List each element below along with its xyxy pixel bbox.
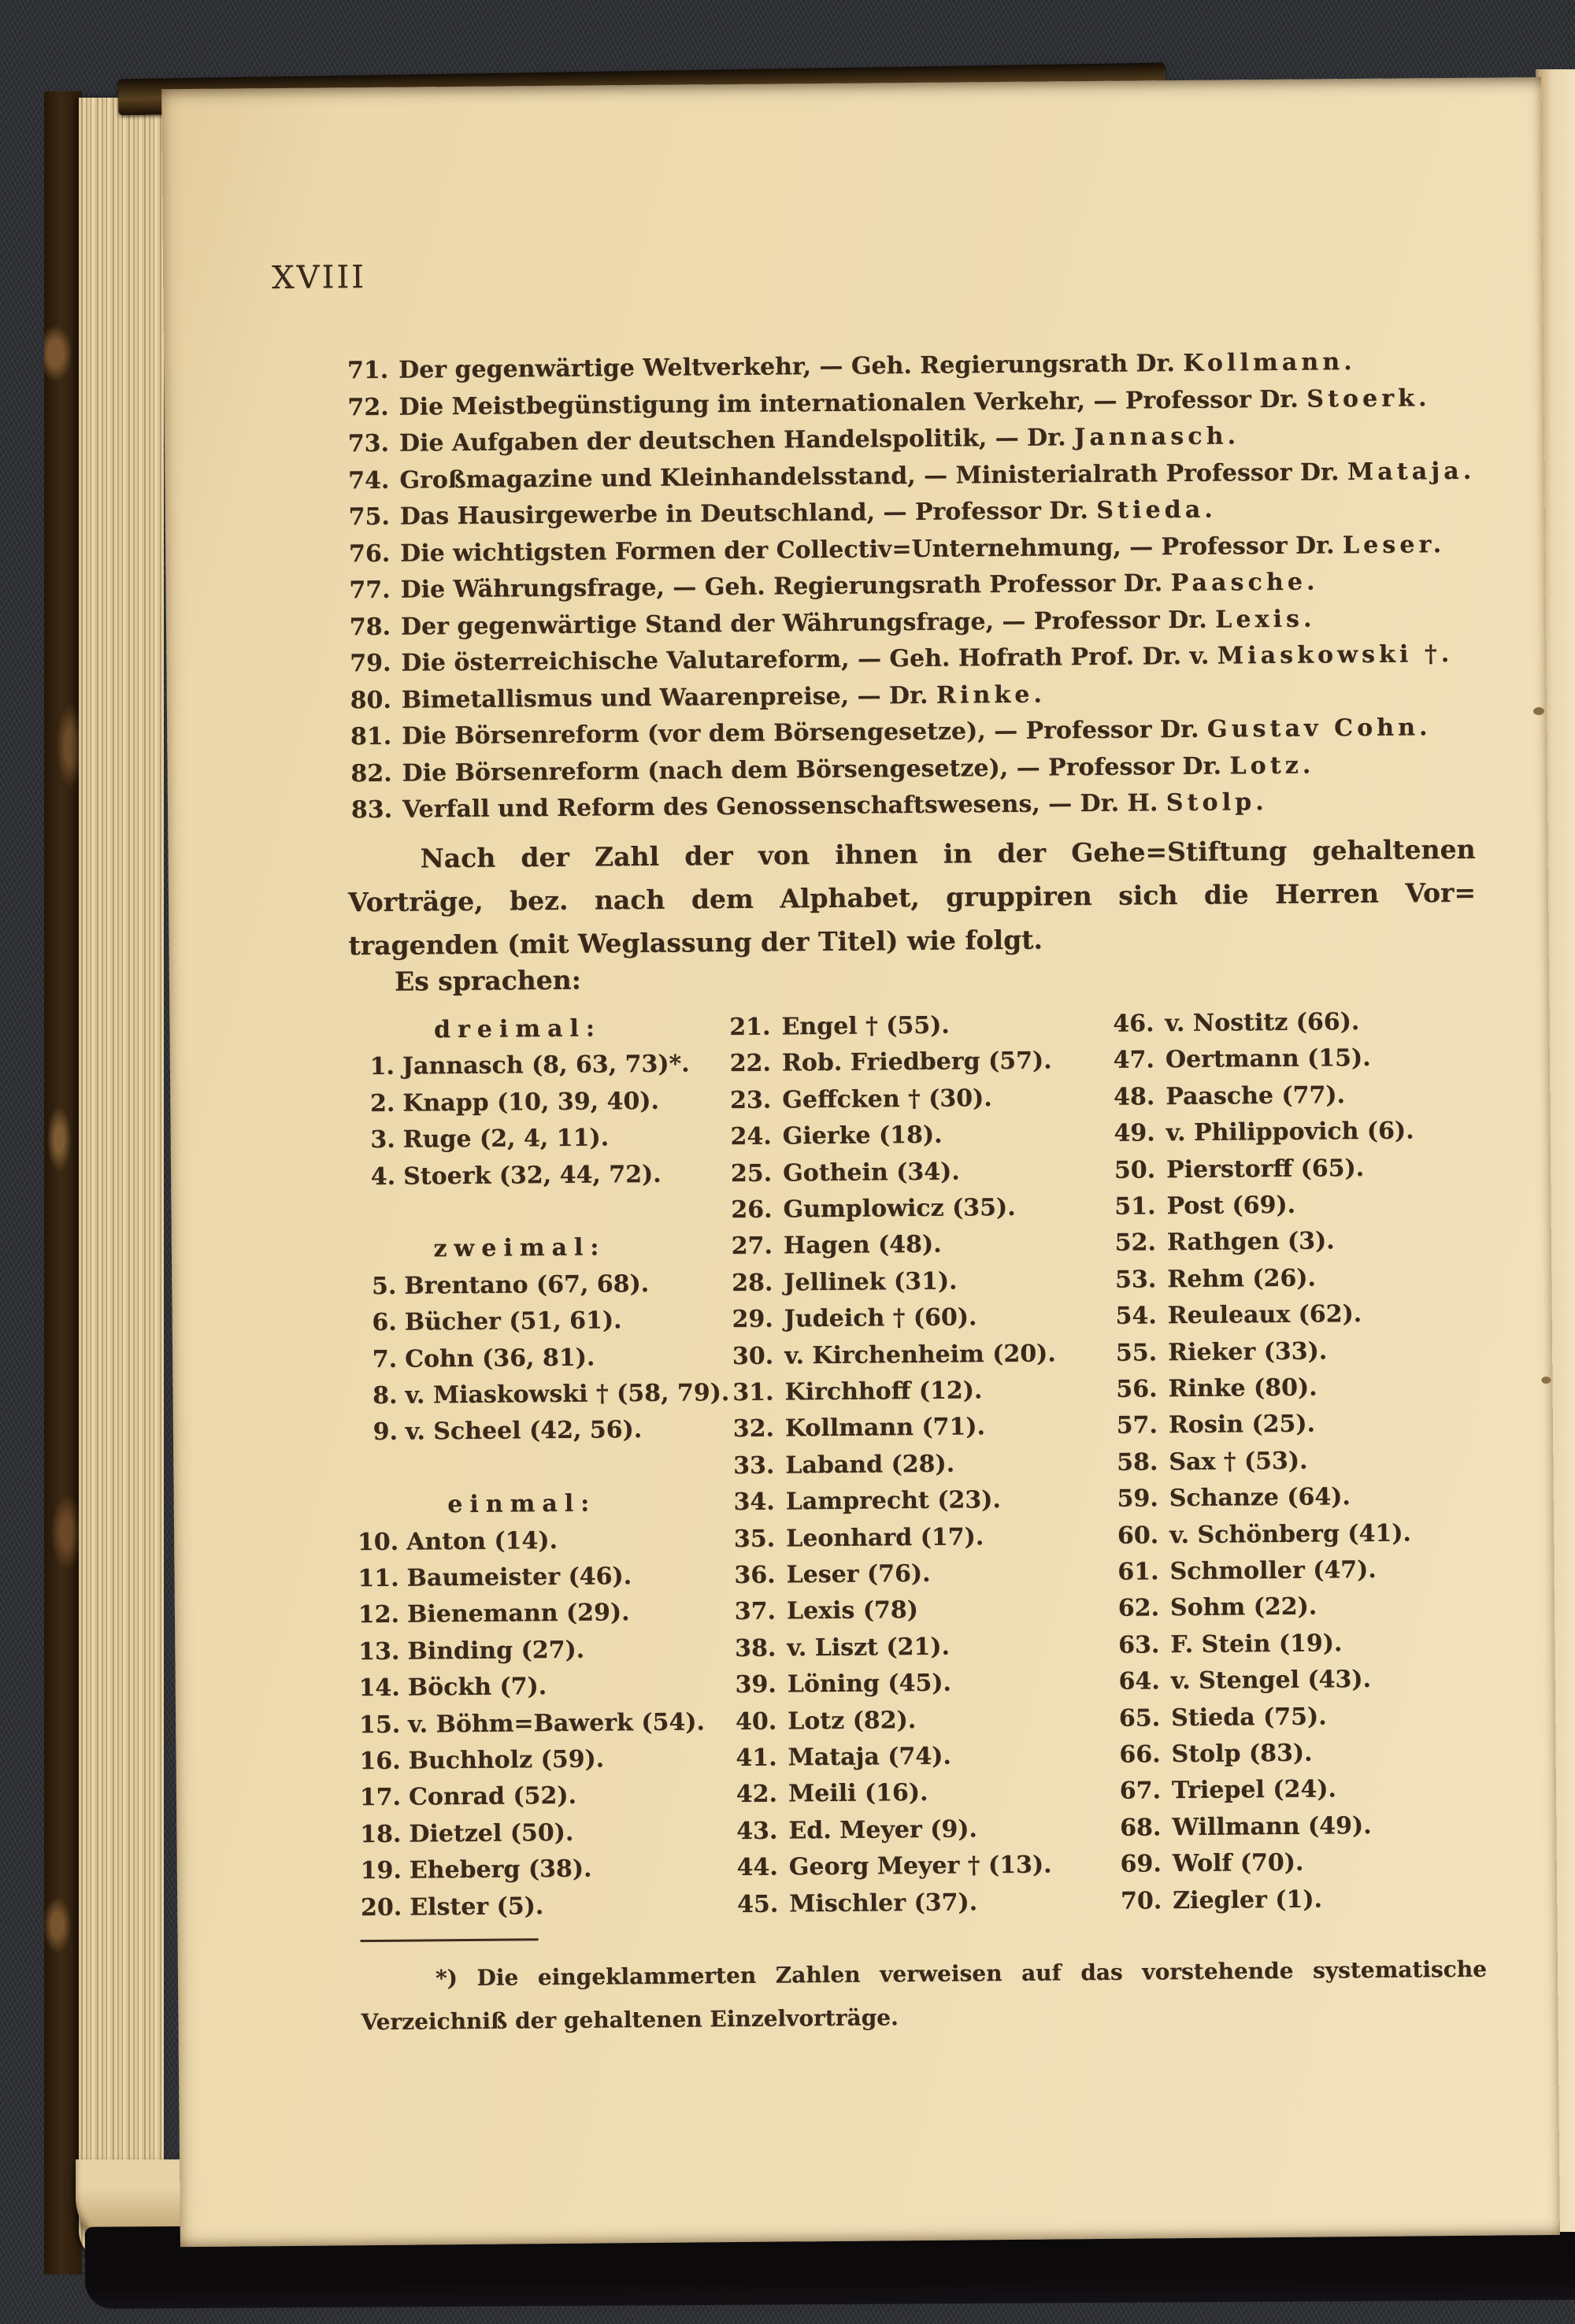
speaker-entry-name: Georg Meyer † (13). [788,1851,1052,1881]
speaker-entry-number: 22. [729,1049,772,1078]
speaker-entry-name: Ruge (2, 4, 11). [402,1124,610,1154]
lecture-number: 81. [350,722,392,751]
speaker-entry-number: 38. [735,1634,776,1662]
speaker-entry-name: v. Schönberg (41). [1169,1519,1412,1549]
speaker-group-header: zweimal: [433,1233,606,1263]
speaker-entry-number: 17. [359,1784,402,1812]
lecture-speaker-title: Professor Dr. [1161,531,1343,561]
speaker-entry-number: 59. [1117,1484,1158,1513]
speaker-entry-number: 30. [732,1342,774,1370]
lecture-speaker-title: Geh. Hofrath Prof. Dr. v. [889,642,1217,673]
footnote-rule [361,1938,539,1942]
lecture-number: 73. [347,429,390,458]
speaker-entry [728,1775,928,1813]
lecture-topic: Die wichtigsten Formen der Collectiv=Unternehmung, — [400,532,1162,568]
speaker-entry-name: Lotz (82). [788,1706,917,1736]
lecture-speaker-title: Geh. Regierungsrath Dr. [850,349,1184,380]
speaker-entry [1106,1224,1335,1262]
speaker-entry-number: 68. [1120,1814,1162,1842]
speaker-entry-name: Kollmann (71). [784,1413,986,1443]
speaker-entry-number: 7. [372,1345,398,1373]
speaker-entry [1111,1808,1372,1847]
lecture-speaker-name: Rinke. [936,680,1047,710]
speaker-entry-name: Kirchhoff (12). [784,1377,983,1407]
speaker-entry [724,1373,982,1411]
lecture-speaker-name: Paasche. [1170,568,1319,598]
speaker-entry-name: v. Philippovich (6). [1166,1117,1414,1147]
speaker-entry-name: Elster (5). [410,1892,544,1922]
speaker-entry-number: 37. [734,1597,776,1626]
speaker-entry-number: 62. [1117,1594,1160,1623]
speaker-entry-number: 41. [736,1744,777,1773]
speaker-entry-name: Jannasch (8, 63, 73)*. [402,1050,690,1081]
lecture-speaker-name: Jannasch. [1073,422,1240,452]
speaker-entry-number: 55. [1115,1338,1158,1367]
speaker-entry-name: Willmann (49). [1172,1811,1372,1841]
speaker-entry-number: 9. [372,1418,398,1447]
lecture-speaker-title: Professor Dr. [1047,751,1230,781]
speaker-entry [722,1190,1015,1229]
speaker-entry [343,1741,604,1780]
speaker-entry [727,1739,951,1777]
lecture-speaker-title: Dr. H. [1080,789,1166,818]
speaker-entry [728,1848,1052,1887]
speaker-entry-number: 14. [358,1674,400,1703]
lecture-speaker-title: Dr. [1026,424,1075,452]
speaker-entry [340,1412,643,1451]
speaker-entry-name: Stolp (83). [1171,1739,1313,1769]
lecture-number: 77. [349,576,391,605]
speaker-entry-number: 32. [732,1414,775,1444]
speaker-entry-name: Ziegler (1). [1173,1885,1323,1914]
speaker-entry-name: v. Nostitz (66). [1165,1008,1360,1038]
speaker-entry-name: Mataja (74). [788,1742,951,1772]
speaker-entry-number: 29. [732,1305,773,1334]
speaker-entry-name: Stieda (75). [1171,1703,1327,1732]
speaker-entry [342,1632,584,1670]
speaker-entry [722,1118,943,1155]
lecture-number: 79. [350,649,391,678]
speaker-entry-number: 18. [360,1820,402,1848]
speaker-entry-number: 2. [369,1089,395,1118]
speaker-entry [343,1669,547,1707]
speaker-entry [726,1592,918,1630]
lecture-speaker-title: Ministerialrath Professor Dr. [955,458,1348,490]
speaker-entry-number: 16. [359,1747,401,1776]
speakers-intro: Es sprachen: [394,964,582,997]
lecture-speaker-name: Lexis. [1215,605,1316,634]
speaker-entry-number: 26. [731,1195,773,1225]
speaker-entry-name: Knapp (10, 39, 40). [402,1087,660,1118]
speaker-entry-name: Schanze (64). [1169,1483,1351,1513]
speaker-entry [1110,1589,1317,1627]
stacked-page-edges [79,98,164,2262]
speaker-entry-name: Gierke (18). [782,1121,943,1151]
speaker-entry-name: Lexis (78) [786,1596,919,1625]
speaker-entry [1107,1370,1317,1408]
speaker-entry [726,1629,950,1666]
speaker-entry [338,1156,662,1195]
speaker-entry-number: 56. [1116,1375,1158,1403]
speaker-entry-number: 19. [360,1856,402,1885]
speaker-entry-name: F. Stein (19). [1170,1629,1343,1659]
speaker-entry-name: v. Stengel (43). [1170,1666,1372,1696]
speaker-entry [1110,1625,1342,1664]
speaker-entry-number: 60. [1117,1521,1159,1550]
speaker-entry [1105,1114,1414,1152]
speaker-entry [1107,1296,1362,1335]
lecture-number: 80. [350,686,391,714]
speaker-entry-name: Post (69). [1166,1191,1296,1221]
speaker-entry-name: Löning (45). [787,1669,952,1699]
speaker-entry [339,1375,729,1414]
speaker-entry-number: 51. [1114,1192,1156,1221]
speaker-entry [339,1340,595,1378]
lecture-number: 71. [346,356,389,385]
speaker-entry [343,1778,576,1817]
speaker-entry-number: 52. [1114,1229,1157,1258]
speaker-entry [728,1811,977,1850]
speaker-entry-name: Anton (14). [406,1526,558,1556]
speaker-entry [1107,1333,1328,1371]
speaker-entry-number: 45. [736,1890,779,1918]
lecture-number: 83. [350,795,393,825]
speaker-entry [1110,1662,1372,1700]
speaker-entry-name: Lamprecht (23). [785,1486,1002,1516]
lecture-speaker-title: Geh. Regierungsrath Professor Dr. [704,569,1171,602]
speaker-entry-number: 8. [372,1381,398,1410]
lecture-topic: Verfall und Reform des Genossenschaftswesens, — [402,790,1080,824]
speaker-entry [339,1303,622,1341]
speaker-entry [728,1885,977,1923]
speaker-entry [721,1043,1052,1083]
footnote [361,1948,1488,2044]
lecture-speaker-title: Professor Dr. [1125,385,1307,415]
speaker-entry-number: 58. [1116,1448,1158,1477]
speaker-entry [341,1523,558,1561]
speaker-entry-name: Jellinek (31). [784,1267,958,1297]
speaker-entry-number: 57. [1116,1411,1158,1440]
speaker-entry-name: Sax † (53). [1169,1447,1308,1476]
speaker-entry [1106,1188,1295,1225]
speaker-entry-name: Rosin (25). [1168,1410,1316,1440]
lecture-topic: Der gegenwärtige Stand der Währungsfrage, — [400,607,1034,641]
lecture-speaker-name: Mataja. [1347,457,1476,486]
speaker-entry [727,1703,916,1740]
lecture-speaker-title: Professor Dr. [1025,715,1208,745]
lecture-topic: Die Währungsfrage, — [400,573,705,604]
speaker-entry-number: 15. [358,1711,401,1739]
speaker-entry [342,1596,630,1634]
speaker-entry-number: 63. [1117,1631,1160,1659]
speaker-entry-name: Engel † (55). [781,1011,950,1041]
speaker-entry [1104,1004,1359,1043]
lecture-speaker-name: Leser. [1342,530,1446,559]
speaker-entry [723,1227,942,1265]
speaker-entry [1108,1443,1308,1481]
speaker-entry-number: 70. [1120,1886,1162,1915]
speaker-entry-number: 11. [358,1564,399,1593]
footnote-line: *) Die eingeklammerten Zahlen verweisen auf das vorstehende systematische [435,1955,1488,1992]
speaker-entry [344,1851,592,1890]
lecture-speaker-name: Gustav Cohn. [1206,714,1432,743]
speaker-entry [724,1336,1056,1375]
speaker-entry [1110,1699,1327,1737]
speaker-entry-number: 35. [733,1525,776,1553]
speaker-entry-name: Geffcken † (30). [782,1084,992,1114]
speaker-entry [343,1815,573,1854]
speaker-entry [1112,1845,1304,1883]
speaker-entry-name: Wolf (70). [1172,1848,1304,1878]
speaker-entry-number: 44. [736,1853,778,1882]
footnote-line: Verzeichniß der gehaltenen Einzelvorträge. [361,2004,899,2036]
lecture-topic: Die österreichische Valutareform, — [401,645,890,677]
speaker-entry-name: Oertmann (15). [1165,1044,1371,1074]
speaker-group-header: einmal: [447,1489,597,1519]
lecture-number: 82. [350,759,392,788]
speaker-entry [1106,1260,1316,1298]
speaker-entry-number: 4. [370,1162,396,1191]
speaker-entry-number: 13. [358,1637,400,1666]
speaker-entry-name: Laband (28). [785,1450,955,1480]
speaker-entry-number: 42. [736,1780,778,1809]
speaker-entry [727,1666,952,1703]
speaker-entry-name: Conrad (52). [408,1782,577,1812]
speaker-entry [344,1888,543,1926]
lecture-number: 76. [348,539,391,568]
speaker-entry-name: Rob. Friedberg (57). [781,1047,1052,1077]
speaker-entry-number: 43. [736,1817,778,1845]
paragraph-line: tragenden (mit Weglassung der Titel) wie folgt. [348,924,1043,962]
speaker-entry-number: 24. [730,1122,772,1151]
speaker-entry-name: Rathgen (3). [1166,1227,1335,1257]
speaker-entry-name: Leonhard (17). [786,1522,984,1553]
lecture-topic: Das Hausirgewerbe in Deutschland, — [399,498,916,531]
lecture-number: 72. [347,393,389,421]
speaker-entry-number: 40. [735,1707,777,1736]
lecture-speaker-name: Stieda. [1096,495,1217,524]
speaker-entry-number: 69. [1120,1850,1162,1878]
speaker-entry-number: 6. [372,1308,397,1337]
speaker-entry-name: Rinke (80). [1168,1373,1317,1403]
speaker-entry-name: v. Scheel (42, 56). [405,1416,643,1447]
lecture-speaker-name: Stolp. [1166,788,1268,817]
speaker-entry [1105,1040,1371,1079]
speaker-entry-number: 39. [735,1670,776,1699]
speaker-entry-number: 20. [360,1893,402,1922]
speaker-entry [721,1008,950,1047]
speaker-entry-number: 5. [371,1272,397,1300]
speaker-entry-name: Rehm (26). [1167,1264,1317,1293]
lecture-topic: Die Börsenreform (nach dem Börsengesetze), — [402,753,1049,788]
speaker-entry-name: Rieker (33). [1167,1337,1328,1366]
speaker-entry [1105,1077,1345,1116]
speaker-entry [337,1084,659,1123]
speaker-entry [722,1154,960,1192]
speaker-entry-number: 61. [1117,1558,1159,1586]
speaker-group-header: dreimal: [433,1014,602,1044]
speaker-entry [1111,1772,1336,1810]
lecture-speaker-name: Kollmann. [1183,348,1356,377]
lecture-topic: Der gegenwärtige Weltverkehr, — [398,352,852,384]
speaker-entry [341,1559,632,1597]
speaker-entry-name: Schmoller (47). [1169,1555,1377,1586]
speaker-entry-name: Hagen (48). [783,1231,942,1260]
speaker-entry-name: v. Liszt (21). [787,1633,951,1662]
page-number: XVIII [271,259,367,297]
intro-paragraph [347,828,1476,967]
speaker-entry [1109,1479,1351,1518]
speaker-entry-number: 21. [729,1013,771,1042]
speaker-entry-name: Baumeister (46). [406,1562,632,1592]
speaker-entry-name: v. Kirchenheim (20). [784,1340,1056,1370]
lecture-speaker-title: Professor Dr. [1033,606,1216,636]
speaker-entry-name: Triepel (24). [1171,1775,1337,1805]
speaker-entry-number: 31. [732,1378,774,1407]
speaker-entry-name: Binding (27). [407,1636,585,1666]
speaker-entry-number: 28. [731,1269,773,1297]
speaker-entry-name: v. Böhm=Bawerk (54). [408,1707,706,1739]
lecture-speaker-name: Miaskowski †. [1217,640,1454,670]
speaker-entry-name: Cohn (36, 81). [404,1344,595,1373]
speaker-entry-number: 3. [370,1125,395,1155]
speaker-entry [725,1519,984,1558]
lecture-topic: Die Börsenreform (vor dem Börsengesetze), — [402,717,1026,751]
speaker-entry [1109,1515,1411,1554]
speaker-entry [721,1080,992,1119]
speaker-entry-name: Stoerk (32, 44, 72). [402,1160,662,1191]
speaker-entry-number: 10. [357,1528,399,1556]
speaker-entry-number: 47. [1113,1046,1155,1075]
lecture-number: 74. [348,466,390,495]
speaker-entry [1109,1552,1377,1591]
speaker-entry-number: 67. [1119,1777,1162,1806]
lecture-speaker-title: Professor Dr. [914,496,1097,526]
speaker-entry-number: 23. [729,1086,772,1114]
speaker-entry [338,1121,610,1159]
speaker-entry-number: 12. [358,1601,400,1629]
speaker-entry-number: 25. [730,1159,773,1188]
book-spine-edge [44,91,82,2274]
speaker-entry [724,1410,985,1448]
lecture-topic: Großmagazine und Kleinhandelsstand, — [399,461,956,495]
speaker-entry [1108,1407,1315,1444]
speaker-entry-number: 48. [1113,1083,1155,1111]
lecture-topic: Die Aufgaben der deutschen Handelspolitik, — [398,424,1028,458]
speaker-entry-number: 33. [732,1451,775,1480]
speaker-entry-name: Mischler (37). [789,1888,978,1918]
lecture-topic: Die Meistbegünstigung im internationalen Verkehr, — [398,387,1126,421]
speaker-entry-number: 49. [1114,1119,1155,1147]
speaker-entry-number: 1. [369,1053,395,1081]
speaker-entry [1110,1736,1312,1774]
speaker-entry-name: Leser (76). [786,1559,931,1589]
speaker-entry [339,1266,649,1305]
speaker-entry [725,1482,1001,1521]
lecture-number: 78. [349,613,391,641]
speaker-entry-number: 66. [1119,1740,1161,1769]
speaker-entry-number: 50. [1114,1155,1156,1184]
speaker-entry-number: 64. [1118,1667,1160,1696]
speaker-entry-number: 27. [731,1232,773,1261]
speaker-entry-name: Judeich † (60). [784,1303,977,1333]
speaker-entry-number: 54. [1115,1302,1157,1330]
speaker-entry [1112,1881,1322,1919]
speaker-entry [337,1047,690,1086]
speaker-entry-name: Bienemann (29). [406,1599,630,1629]
speaker-entry-name: v. Miaskowski † (58, 79). [405,1379,730,1410]
speaker-entry [725,1556,930,1594]
speaker-entry [724,1446,954,1484]
speaker-entry-number: 36. [734,1561,776,1590]
speaker-entry-name: Böckh (7). [407,1673,547,1702]
speaker-entry [724,1300,977,1339]
speaker-entry [343,1704,705,1744]
lecture-number: 75. [348,502,390,532]
speaker-entry-name: Sohm (22). [1169,1592,1317,1622]
speaker-entry-name: Bücher (51, 61). [404,1307,622,1336]
paragraph-line: Vorträge, bez. nach dem Alphabet, gruppiren sich die Herren Vor= [347,877,1477,918]
lecture-speaker-title: Dr. [888,681,937,710]
speaker-entry-name: Buchholz (59). [408,1745,605,1775]
speaker-entry-name: Gumplowicz (35). [783,1193,1016,1224]
speaker-entry-name: Pierstorff (65). [1166,1154,1365,1184]
speaker-entry-number: 53. [1114,1266,1157,1294]
speaker-entry [1106,1151,1364,1189]
speaker-entry-name: Gothein (34). [782,1158,960,1188]
lecture-speaker-name: Stoerk. [1306,384,1431,413]
speaker-entry-name: Brentano (67, 68). [404,1269,650,1300]
speaker-entry-name: Dietzel (50). [409,1818,574,1848]
lecture-topic: Bimetallismus und Waarenpreise, — [401,681,890,714]
paragraph-line: Nach der Zahl der von ihnen in der Gehe=Stiftung gehaltenen [420,833,1476,874]
speaker-entry-number: 34. [733,1488,775,1517]
speaker-entry-name: Paasche (77). [1166,1081,1346,1111]
lecture-speaker-name: Lotz. [1229,751,1315,780]
speaker-entry-name: Meili (16). [788,1779,928,1808]
speaker-entry-name: Ed. Meyer (9). [788,1815,978,1845]
book-page [161,77,1560,2247]
page-nick [1541,1377,1551,1384]
speaker-entry [723,1263,958,1302]
speaker-entry-number: 65. [1118,1703,1161,1733]
speaker-entry-name: Eheberg (38). [409,1855,592,1885]
speaker-entry-number: 46. [1113,1010,1154,1038]
speaker-entry-name: Reuleaux (62). [1167,1300,1362,1330]
